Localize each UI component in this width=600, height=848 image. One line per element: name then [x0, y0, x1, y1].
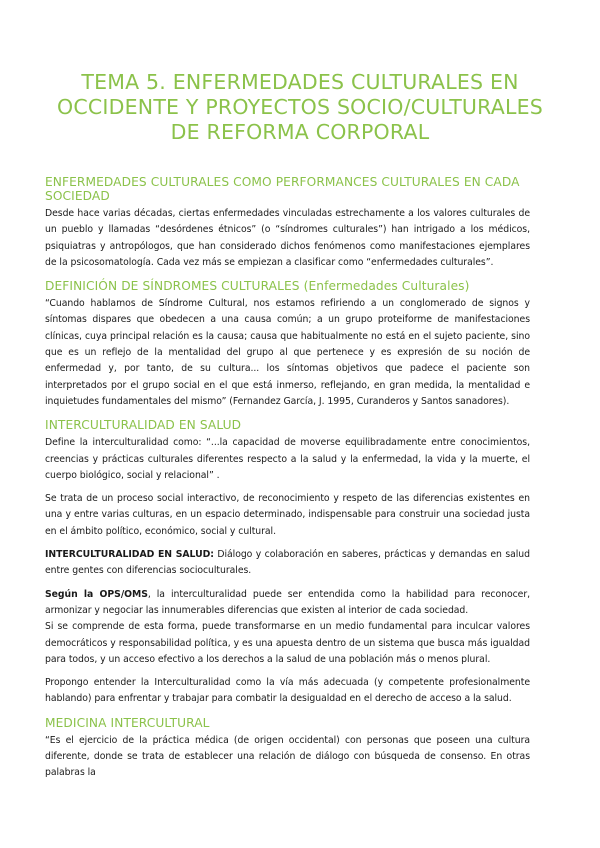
- document-body: [45, 175, 530, 782]
- bold-lead: INTERCULTURALIDAD EN SALUD:: [45, 549, 214, 561]
- section-heading-enfermedades-culturales: ENFERMEDADES CULTURALES COMO PERFORMANCES CULTURALES EN CADA SOCIEDAD: [45, 175, 520, 203]
- section-heading-interculturalidad-salud: INTERCULTURALIDAD EN SALUD: [45, 418, 242, 433]
- paragraph: Define la interculturalidad como: “...la capacidad de moverse equilibradamente entre conocimientos, creencias y prácticas culturales diferentes respecto a la salud y la enfermedad, la vida y la muerte, el cuerpo biológico, social y relacional” .: [45, 437, 530, 481]
- paragraph: Se trata de un proceso social interactivo, de reconocimiento y respeto de las diferencias existentes en una y entre varias culturas, en un espacio determinado, indispensable para construir una sociedad justa en el ámbito político, económico, social y cultural.: [45, 493, 530, 537]
- paragraph: Propongo entender la Interculturalidad como la vía más adecuada (y competente profesionalmente hablando) para enfrentar y trabajar para combatir la desigualdad en el derecho de acceso a la salud.: [45, 677, 530, 705]
- bold-lead-paragraph: [45, 547, 530, 580]
- paragraph: Desde hace varias décadas, ciertas enfermedades vinculadas estrechamente a los valores culturales de un pueblo y llamadas “desórdenes étnicos” (o “síndromes culturales”) han intrigado a los médicos, psiquiatras y antropólogos, que han considerado dichos fenómenos como manifestaciones ejemplares de la psicosomatología. Cada vez más se empiezan a clasificar como “enfermedades culturales”.: [45, 208, 530, 268]
- paragraph: Si se comprende de esta forma, puede transformarse en un medio fundamental para inculcar valores democráticos y responsabilidad política, y es una apuesta dentro de un sistema que busca más igualdad para todos, y un acceso efectivo a los derechos a la salud de una población más o menos plural.: [45, 621, 530, 665]
- bold-lead-paragraph: [45, 587, 530, 620]
- page-title: TEMA 5. ENFERMEDADES CULTURALES EN OCCIDENTE Y PROYECTOS SOCIO/CULTURALES DE REFORMA CORPORAL: [57, 70, 543, 144]
- section-heading-definicion-sindromes: DEFINICIÓN DE SÍNDROMES CULTURALES (Enfermedades Culturales): [45, 279, 470, 294]
- section-heading-medicina-intercultural: MEDICINA INTERCULTURAL: [45, 715, 210, 730]
- bold-lead: Según la OPS/OMS: [45, 588, 148, 600]
- paragraph: “Cuando hablamos de Síndrome Cultural, nos estamos refiriendo a un conglomerado de signos y síntomas dispares que obedecen a una causa común; a un grupo proteiforme de manifestaciones clínicas, cuya principal relación es la causa; causa que habitualmente no está en el sujeto paciente, sino que es un reflejo de la mentalidad del grupo al que pertenece y es expresión de su noción de enfermedad y, por tanto, de su cultura... los síntomas objetivos que padece el paciente son interpretados por el grupo social en el que está inmerso, reflejando, en gran medida, la mentalidad e inquietudes fundamentales del mismo” (Fernandez García, J. 1995, Curanderos y Santos sanadores).: [45, 298, 530, 407]
- paragraph-text: , la interculturalidad puede ser entendida como la habilidad para reconocer, armonizar y negociar las innumerables diferencias que existen al interior de cada sociedad.: [45, 588, 530, 616]
- paragraph: “Es el ejercicio de la práctica médica (de origen occidental) con personas que poseen una cultura diferente, donde se trata de establecer una relación de diálogo con búsqueda de consenso. En otras palabras la: [45, 734, 530, 779]
- paragraph-text: Diálogo y colaboración en saberes, prácticas y demandas en salud entre gentes con diferencias socioculturales.: [45, 549, 530, 577]
